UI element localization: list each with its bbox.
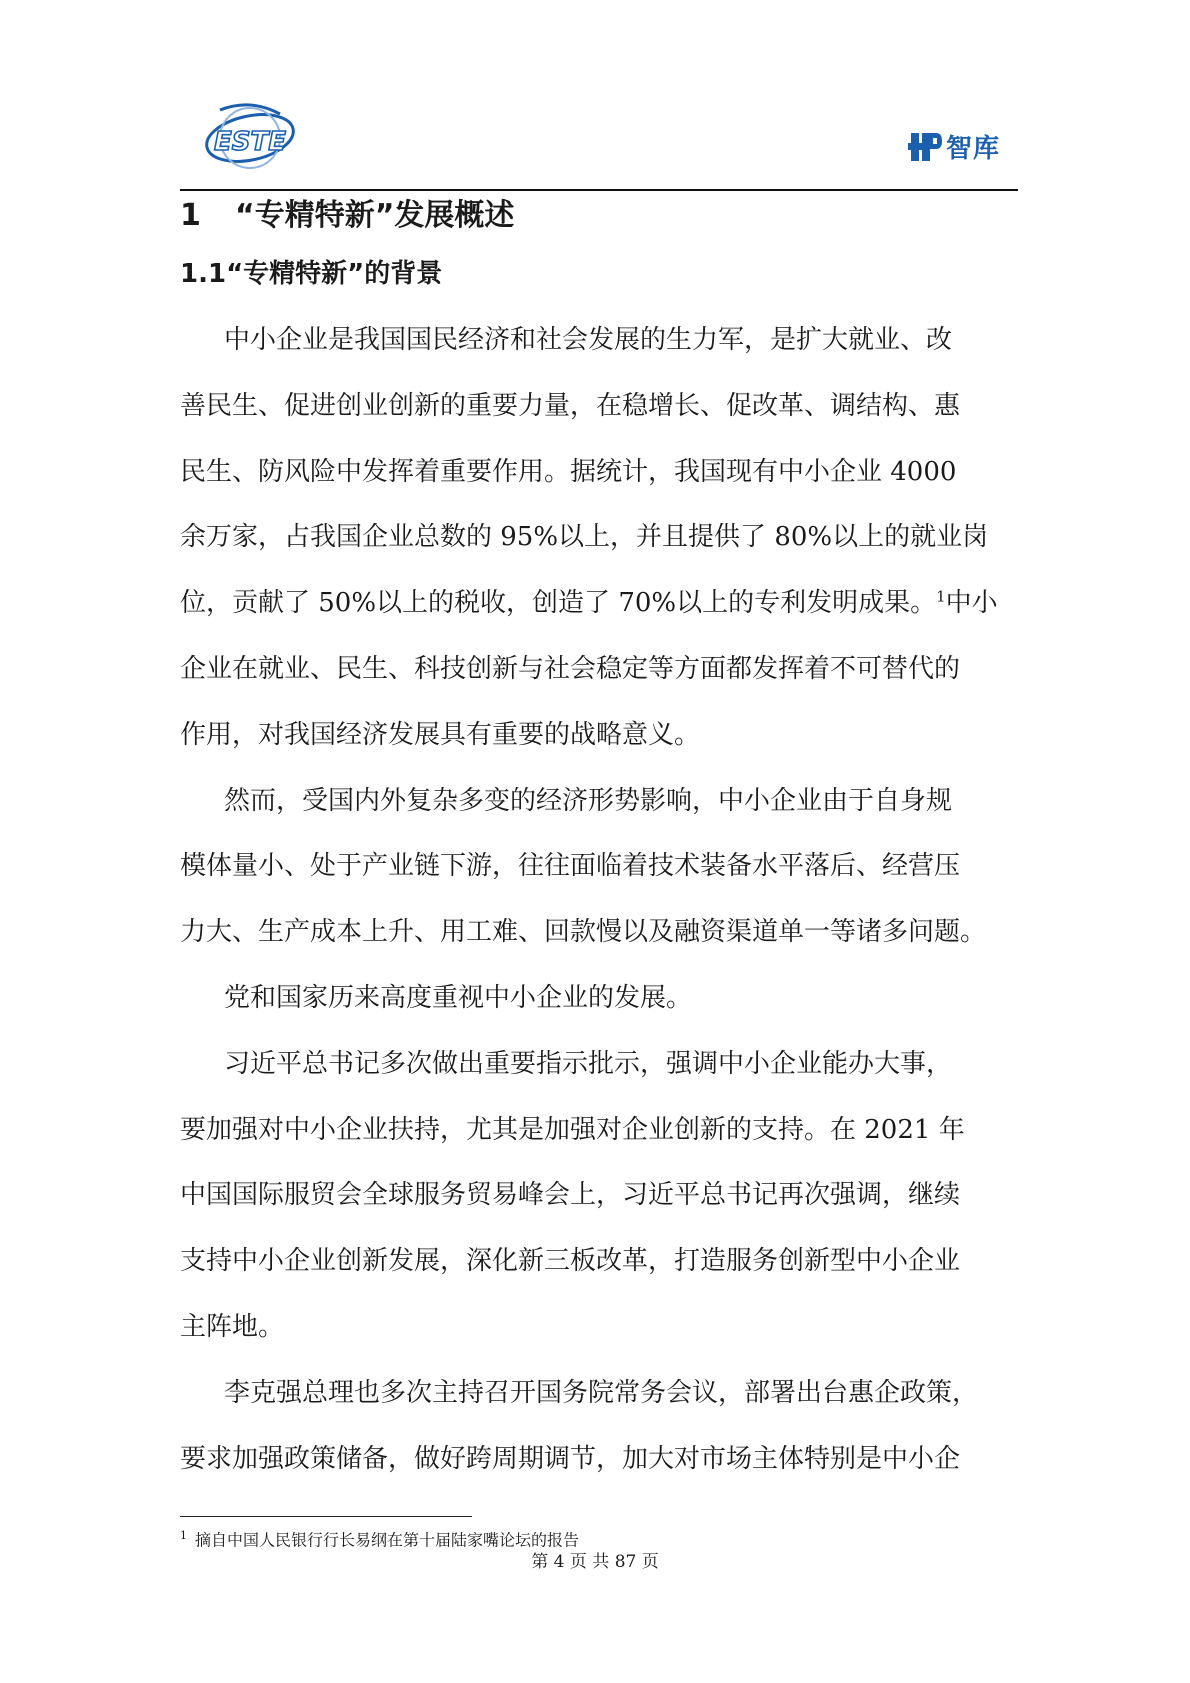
text-line-part: 中小	[945, 588, 998, 619]
footnote-reference[interactable]: 1	[936, 587, 946, 606]
text-line: 善民生、促进创业创新的重要力量，在稳增长、促改革、调结构、惠	[180, 390, 961, 421]
subsection-title: “专精特新”的背景	[226, 259, 443, 289]
footnote	[180, 1525, 579, 1551]
paragraph-1	[180, 308, 1018, 769]
text-line: 力大、生产成本上升、用工难、回款慢以及融资渠道单一等诸多问题。	[180, 917, 987, 948]
section-heading	[180, 196, 514, 236]
paragraph-5	[180, 1361, 1018, 1493]
este-logo	[200, 100, 310, 176]
text-line: 作用，对我国经济发展具有重要的战略意义。	[180, 719, 701, 750]
footnote-divider	[180, 1516, 472, 1517]
text-line	[180, 571, 1018, 637]
text-line-part: 位，贡献了 50%以上的税收，创造了 70%以上的专利发明成果。	[180, 588, 937, 619]
text-line: 要加强对中小企业扶持，尤其是加强对企业创新的支持。在 2021 年	[180, 1114, 965, 1145]
paragraph-2	[180, 769, 1018, 966]
page-number: 第 4 页 共 87 页	[531, 1552, 659, 1572]
text-line: 要求加强政策储备，做好跨周期调节，加大对市场主体特别是中小企	[180, 1443, 961, 1474]
footnote-text: 摘自中国人民银行行长易纲在第十届陆家嘴论坛的报告	[195, 1530, 580, 1550]
page-header	[180, 100, 1018, 190]
paragraph-4	[180, 1032, 1018, 1361]
header-divider	[180, 189, 1018, 191]
text-line: 习近平总书记多次做出重要指示批示，强调中小企业能办大事，	[224, 1048, 953, 1079]
text-line: 中小企业是我国国民经济和社会发展的生力军，是扩大就业、改	[224, 325, 953, 355]
zhiku-logo-text: 智库	[945, 134, 1000, 164]
body-text	[180, 308, 1018, 1492]
text-line: 企业在就业、民生、科技创新与社会稳定等方面都发挥着不可替代的	[180, 653, 961, 684]
text-line: 主阵地。	[180, 1311, 285, 1342]
text-line: 支持中小企业创新发展，深化新三板改革，打造服务创新型中小企业	[180, 1246, 961, 1277]
section-number: 1	[180, 198, 201, 233]
text-line: 民生、防风险中发挥着重要作用。据统计，我国现有中小企业 4000	[180, 456, 957, 487]
subsection-number: 1.1	[180, 259, 227, 289]
este-logo-text: ESTE	[214, 127, 286, 157]
subsection-heading	[180, 256, 442, 292]
text-line: 党和国家历来高度重视中小企业的发展。	[224, 982, 693, 1013]
text-line: 余万家，占我国企业总数的 95%以上，并且提供了 80%以上的就业岗	[180, 522, 989, 553]
text-line: 李克强总理也多次主持召开国务院常务会议，部署出台惠企政策，	[224, 1377, 979, 1408]
text-line: 模体量小、处于产业链下游，往往面临着技术装备水平落后、经营压	[180, 851, 961, 882]
paragraph-3	[180, 966, 1018, 1032]
text-line: 然而，受国内外复杂多变的经济形势影响，中小企业由于自身规	[224, 785, 953, 816]
zhiku-logo	[908, 128, 1000, 165]
section-title: “专精特新”发展概述	[235, 198, 515, 233]
text-line: 中国国际服贸会全球服务贸易峰会上，习近平总书记再次强调，继续	[180, 1180, 961, 1211]
footnote-marker: 1	[180, 1529, 187, 1542]
zhiku-logo-icon	[908, 130, 944, 164]
este-logo-icon	[200, 100, 310, 176]
